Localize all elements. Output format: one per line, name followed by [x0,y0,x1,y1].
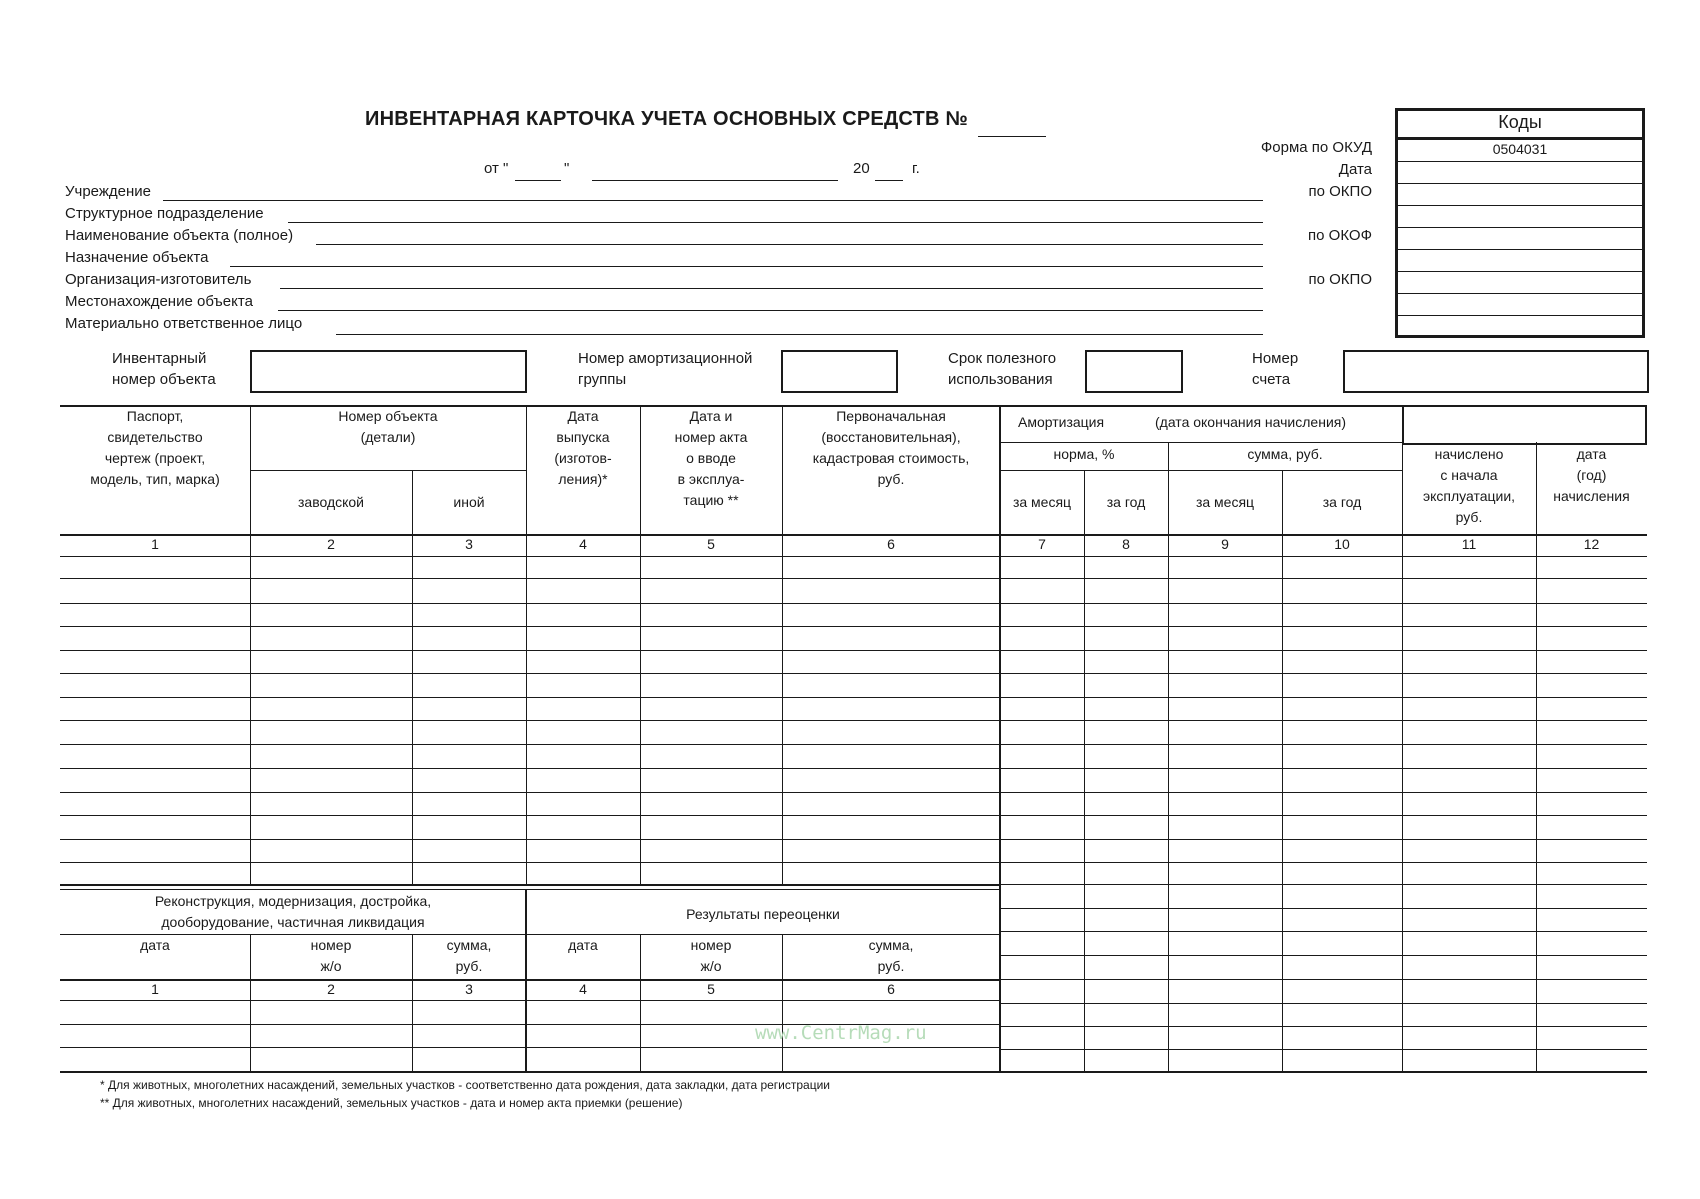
bottom-col-number: 4 [579,981,587,997]
header-line: номер [690,937,732,953]
row-line [60,862,1647,863]
bottom-col-number: 1 [151,981,159,997]
row-line [60,792,1647,793]
header-line: дооборудование, частичная ликвидация [161,914,425,930]
row-line [1000,908,1647,909]
row-line [1000,1049,1647,1050]
col-line [640,405,641,885]
reconstruction-header [60,891,526,933]
bottom-col-line [250,934,251,1072]
useful-life-box[interactable] [1085,350,1183,393]
codes-divider [1398,315,1642,316]
accrual-date-header [1536,444,1647,507]
field-subdivision-line [288,222,1263,223]
field-object-name-label: Наименование объекта (полное) [65,227,294,244]
header-line: руб. [877,958,905,974]
bottom-col-line [640,934,641,1072]
field-institution-line [163,200,1263,201]
per-month-norm-header: за месяц [1012,494,1072,510]
per-year-sum-header: за год [1322,494,1362,510]
year-prefix: 20 [853,160,870,177]
row-line [60,578,1647,579]
bottom-section-divider [525,889,527,1072]
row-line [60,768,1647,769]
commission-act-header [640,406,782,511]
month-line [592,180,838,181]
card-number-line [978,136,1046,137]
account-label-1: Номер [1252,350,1299,367]
okpo-second-label: по ОКПО [1308,271,1372,288]
header-line: Первоначальная [836,408,946,424]
header-line: кадастровая стоимость, [812,450,970,466]
codes-divider [1398,137,1642,140]
row-line [60,744,1647,745]
amort-group-label-2: группы [578,371,627,388]
header-line: с начала [1440,467,1498,483]
recon-sum-header [412,935,526,977]
header-line: сумма, [868,937,914,953]
header-line: Номер объекта [338,408,438,424]
col-number: 6 [887,536,895,552]
col-line [1536,442,1537,1072]
header-line: руб. [455,958,483,974]
col-number: 3 [465,536,473,552]
header-line: (детали) [360,429,416,445]
footnote-2: ** Для животных, многолетних насаждений, земельных участков - дата и номер акта приемки (решение) [100,1096,683,1110]
codes-divider [1398,249,1642,250]
codes-title: Коды [1498,112,1542,132]
codes-divider [1398,183,1642,184]
header-line: номер акта [674,429,748,445]
row-line [1000,955,1647,956]
header-line: Паспорт, [126,408,184,424]
initial-cost-header [782,406,1000,490]
field-institution-label: Учреждение [65,183,151,200]
header-line: (восстановительная), [821,429,961,445]
col-line [1084,470,1085,1072]
norm-header: норма, % [1053,446,1115,462]
account-number-box[interactable] [1343,350,1649,393]
recon-date-header: дата [140,937,170,953]
inventory-number-box[interactable] [250,350,527,393]
bottom-row-line [60,1047,1000,1048]
header-line: сумма, [446,937,492,953]
recon-number-header [250,935,412,977]
revaluation-header: Результаты переоценки [686,906,840,922]
header-line: дата [1576,446,1607,462]
row-line [60,556,1647,557]
reval-number-header [640,935,782,977]
reval-date-header: дата [568,937,598,953]
watermark: www.CentrMag.ru [755,1022,927,1044]
col-number: 5 [707,536,715,552]
okpo-label: по ОКПО [1308,183,1372,200]
useful-life-label-2: использования [948,371,1053,388]
amort-group-label-1: Номер амортизационной [578,350,753,367]
header-line: чертеж (проект, [104,450,206,466]
field-manufacturer-line [280,288,1263,289]
field-responsible-line [336,334,1263,335]
field-object-name-line [316,244,1263,245]
release-date-header [526,406,640,490]
year-line [875,180,903,181]
year-suffix: г. [912,160,920,177]
account-label-2: счета [1252,371,1291,388]
form-title: ИНВЕНТАРНАЯ КАРТОЧКА УЧЕТА ОСНОВНЫХ СРЕДСТВ № [365,108,968,130]
col-number: 11 [1461,536,1477,552]
col-line [412,470,413,885]
field-responsible-label: Материально ответственное лицо [65,315,303,332]
reval-sum-header [782,935,1000,977]
okud-label: Форма по ОКУД [1260,139,1372,156]
col-line [250,405,251,885]
header-line: выпуска [556,429,610,445]
row-line [60,650,1647,651]
bottom-col-number: 3 [465,981,473,997]
field-location-label: Местонахождение объекта [65,293,253,310]
header-line: ж/о [700,958,722,974]
bottom-col-number: 2 [327,981,335,997]
header-divider [1000,442,1402,443]
date-prefix: от " [484,160,509,177]
row-line [60,673,1647,674]
amortization-header: Амортизация [1018,414,1105,430]
object-number-header [250,406,526,448]
bottom-col-line [782,934,783,1072]
col-line [1402,442,1403,1072]
bottom-col-line [412,934,413,1072]
col-line [1282,470,1283,1072]
bottom-top-border [60,889,1000,890]
header-line: ж/о [320,958,342,974]
day-line [515,180,561,181]
bottom-row-line [60,1000,1000,1001]
field-location-line [278,310,1263,311]
row-line [60,626,1647,627]
bottom-col-number: 5 [707,981,715,997]
accrued-header [1402,444,1536,528]
header-line: руб. [877,471,905,487]
row-line [60,815,1647,816]
bottom-col-number: 6 [887,981,895,997]
header-divider [1000,470,1402,471]
row-line [1000,931,1647,932]
row-line [60,603,1647,604]
field-purpose-line [230,266,1263,267]
row-line [1000,884,1647,885]
header-divider [250,470,526,471]
col-number: 9 [1221,536,1229,552]
header-line: Реконструкция, модернизация, достройка, [154,893,432,909]
codes-divider [1398,271,1642,272]
codes-divider [1398,205,1642,206]
field-subdivision-label: Структурное подразделение [65,205,264,222]
okud-value: 0504031 [1492,141,1548,157]
header-line: (изготов- [554,450,612,466]
row-line [1000,1003,1647,1004]
col-number: 1 [151,536,159,552]
field-manufacturer-label: Организация-изготовитель [65,271,252,288]
table-bottom-border [60,1071,1647,1073]
inventory-label-1: Инвентарный [112,350,207,367]
amort-group-box[interactable] [781,350,898,393]
other-header: иной [453,494,485,510]
header-line: эксплуатации, [1422,488,1516,504]
header-line: начислено [1434,446,1504,462]
col-number: 12 [1583,536,1600,552]
factory-header: заводской [297,494,365,510]
per-year-norm-header: за год [1106,494,1146,510]
codes-divider [1398,161,1642,162]
header-line: ления)* [558,471,608,487]
codes-divider [1398,227,1642,228]
row-line [60,697,1647,698]
sum-header: сумма, руб. [1247,446,1323,462]
row-line [60,720,1647,721]
amortization-end-header: (дата окончания начисления) [1155,414,1347,430]
amortization-end-date-box[interactable] [1402,405,1647,445]
okof-label: по ОКОФ [1308,227,1372,244]
header-line: номер [310,937,352,953]
row-line [1000,1026,1647,1027]
header-line: руб. [1455,509,1483,525]
date-code-label: Дата [1338,161,1372,178]
col-number: 10 [1334,536,1350,552]
header-line: (год) [1576,467,1607,483]
header-line: в эксплуа- [677,471,745,487]
inventory-label-2: номер объекта [112,371,216,388]
field-purpose-label: Назначение объекта [65,249,209,266]
col-number: 7 [1038,536,1046,552]
header-line: Дата [567,408,599,424]
header-line: тацию ** [683,492,739,508]
useful-life-label-1: Срок полезного [948,350,1057,367]
col-number: 8 [1122,536,1130,552]
header-line: начисления [1553,488,1630,504]
header-line: о вводе [686,450,736,466]
row-line [1000,979,1647,980]
footnote-1: * Для животных, многолетних насаждений, земельных участков - соответственно дата рождения, дата закладки, дата регистрации [100,1078,831,1092]
passport-header [60,406,250,490]
codes-divider [1398,293,1642,294]
codes-block [1395,108,1645,338]
row-line [60,839,1647,840]
col-line [526,405,527,885]
date-quote: " [564,160,570,177]
header-line: Дата и [689,408,733,424]
col-line [782,405,783,885]
col-line [1168,442,1169,1072]
col-number: 2 [327,536,335,552]
main-bottom-border [60,884,1000,886]
per-month-sum-header: за месяц [1195,494,1255,510]
col-number: 4 [579,536,587,552]
header-line: модель, тип, марка) [90,471,220,487]
header-line: свидетельство [107,429,203,445]
